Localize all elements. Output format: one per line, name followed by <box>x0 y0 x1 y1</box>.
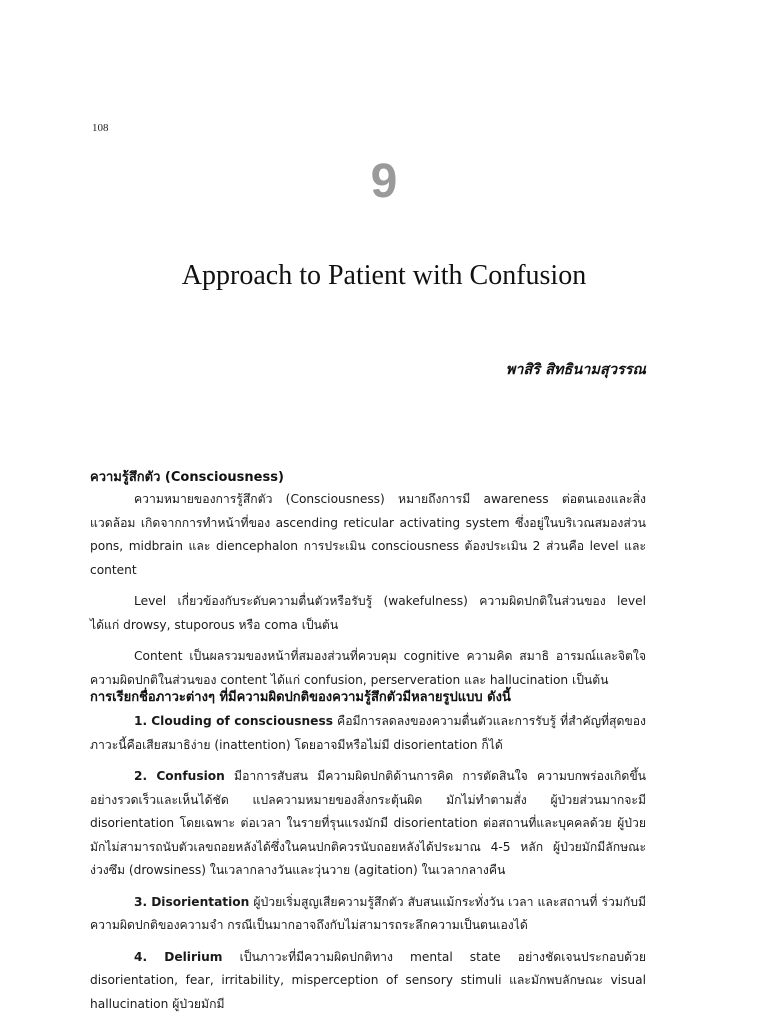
section-heading-terminology: การเรียกชื่อภาวะต่างๆ ที่มีความผิดปกติของความรู้สึกตัวมีหลายรูปแบบ ดังนี้ <box>90 690 511 705</box>
list-item-confusion <box>90 765 646 883</box>
paragraph-level: Level เกี่ยวข้องกับระดับความตื่นตัวหรือรับรู้ (wakefulness) ความผิดปกติในส่วนของ level ได้แก่ drowsy, stuporous หรือ coma เป็นต้น <box>90 594 646 632</box>
item-number: 4. <box>134 949 148 964</box>
list-item-clouding <box>90 710 646 757</box>
list-item-delirium <box>90 946 646 1017</box>
paragraph-definition: ความหมายของการรู้สึกตัว (Consciousness) หมายถึงการมี awareness ต่อตนเองและสิ่งแวดล้อม เกิดจากการทำหน้าที่ของ ascending reticular activating system ซึ่งอยู่ในบริเวณสมองส่วน pons, midbrain และ diencephalon การประเมิน consciousness ต้องประเมิน 2 ส่วนคือ level และ content <box>90 492 646 577</box>
item-number: 2. <box>134 769 148 783</box>
paragraph-content: Content เป็นผลรวมของหน้าที่สมองส่วนที่ควบคุม cognitive ความคิด สมาธิ อารมณ์และจิตใจ ความผิดปกติในส่วนของ content ได้แก่ confusion, perserveration และ hallucination เป็นต้น <box>90 649 646 687</box>
item-number: 3. <box>134 894 148 909</box>
list-item-disorientation <box>90 891 646 938</box>
section-heading-consciousness: ความรู้สึกตัว (Consciousness) <box>90 470 284 485</box>
item-term: Confusion <box>156 769 225 783</box>
item-description: มีอาการสับสน มีความผิดปกติด้านการคิด การตัดสินใจ ความบกพร่องเกิดขึ้นอย่างรวดเร็วและเห็นได้ชัด แปลความหมายของสิ่งกระตุ้นผิด มักไม่ทำตามสั่ง ผู้ป่วยส่วนมากจะมี disorientation โดยเฉพาะ ต่อเวลา ในรายที่รุนแรงมักมี disorientation ต่อสถานที่และบุคคลด้วย ผู้ป่วยมักไม่สามารถนับตัวเลขถอยหลังได้ซึ่งในคนปกติควรนับถอยหลังได้ประมาณ 4-5 หลัก ผู้ป่วยมักมีลักษณะง่วงซึม (drowsiness) ในเวลากลางวันและวุ่นวาย (agitation) ในเวลากลางคืน <box>90 769 647 877</box>
item-description: เป็นภาวะที่มีความผิดปกติทาง mental state อย่างชัดเจนประกอบด้วย disorientation, fear, irritability, misperception of sensory stimuli และมักพบลักษณะ visual hallucination ผู้ป่วยมักมี <box>90 949 646 1011</box>
section-terminology-body <box>90 710 646 1016</box>
chapter-title: Approach to Patient with Confusion <box>181 260 587 291</box>
item-term: Clouding of consciousness <box>151 714 333 728</box>
item-term: Disorientation <box>151 894 250 909</box>
page-number: 108 <box>92 122 109 134</box>
item-description: ผู้ป่วยเริ่มสูญเสียความรู้สึกตัว สับสนแม้กระทั่งวัน เวลา และสถานที่ ร่วมกับมีความผิดปกติของความจำ กรณีเป็นมากอาจถึงกับไม่สามารถระลึกความเป็นตนเองได้ <box>90 894 647 932</box>
chapter-number: 9 <box>370 155 398 208</box>
item-term: Delirium <box>164 949 223 964</box>
item-number: 1. <box>134 714 148 728</box>
author-name: พาสิริ สิทธินามสุวรรณ <box>505 362 646 378</box>
section-consciousness-body <box>90 488 646 692</box>
item-description: คือมีการลดลงของความตื่นตัวและการรับรู้ ที่สำคัญที่สุดของภาวะนี้คือเสียสมาธิง่าย (inattention) โดยอาจมีหรือไม่มี disorientation ก็ได้ <box>90 714 647 752</box>
